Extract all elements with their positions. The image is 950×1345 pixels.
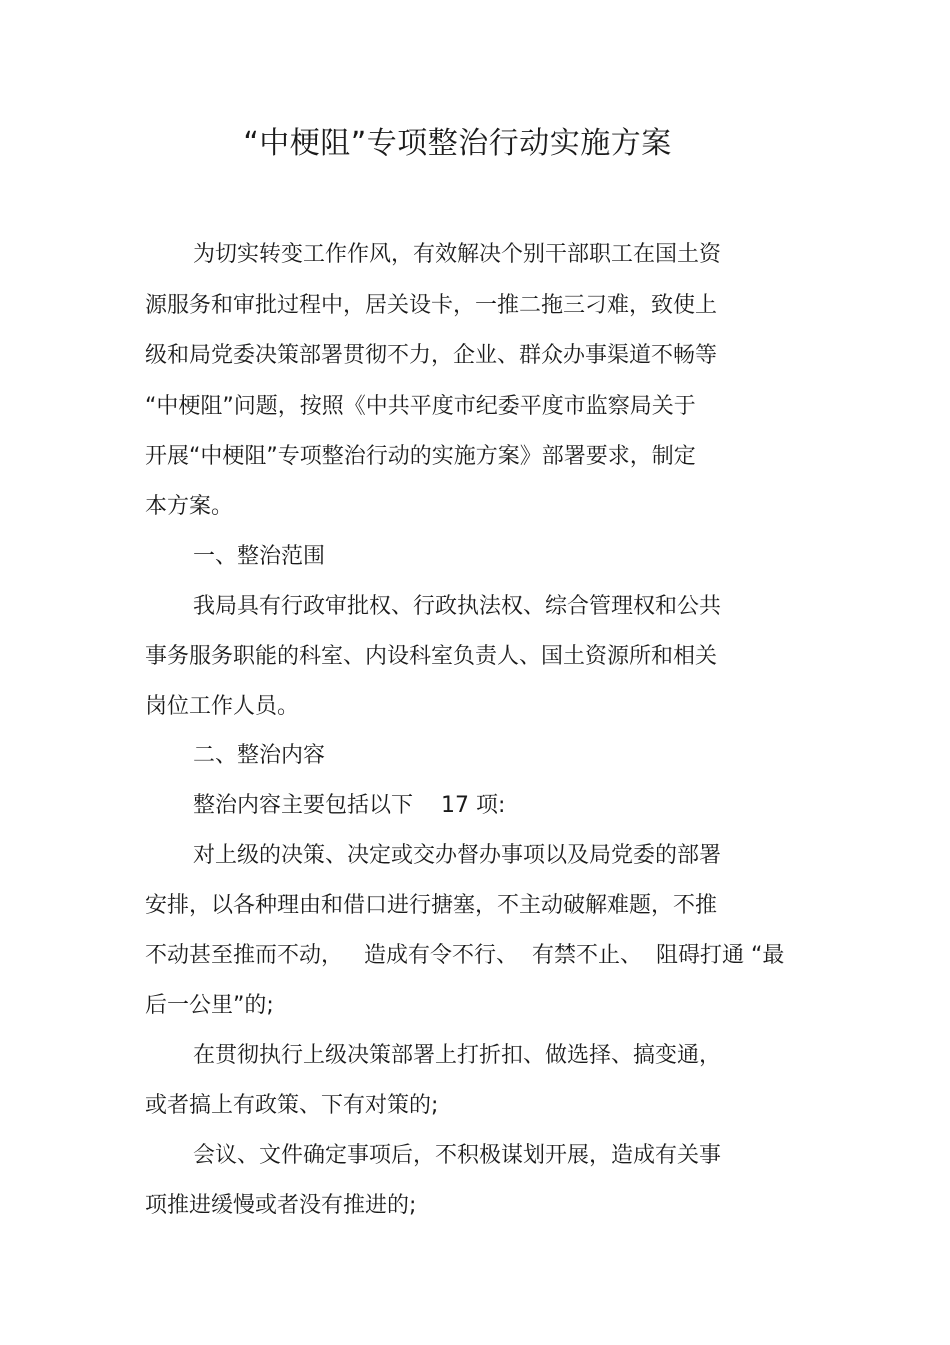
paragraph-line: 事务服务职能的科室、内设科室负责人、国土资源所和相关 [145,644,718,669]
paragraph-line: 对上级的决策、决定或交办督办事项以及局党委的部署 [193,843,722,868]
section-heading: 一、整治范围 [193,544,326,569]
paragraph-line: 项推进缓慢或者没有推进的; [145,1193,417,1218]
section-heading: 二、整治内容 [193,743,326,768]
paragraph-line: 不动甚至推而不动， 造成有令不行、 有禁不止、 阻碍打通 “最 [145,943,785,968]
paragraph-line: 在贯彻执行上级决策部署上打折扣、做选择、搞变通， [193,1043,722,1068]
document-title: “中梗阻”专项整治行动实施方案 [243,126,672,161]
paragraph-line: 安排，以各种理由和借口进行搪塞，不主动破解难题，不推 [145,893,718,918]
paragraph-line: 岗位工作人员。 [145,694,300,719]
paragraph-line: 开展“中梗阻”专项整治行动的实施方案》部署要求，制定 [145,444,696,469]
paragraph-line: 源服务和审批过程中，居关设卡，一推二拖三刁难，致使上 [145,293,718,318]
paragraph-line: 级和局党委决策部署贯彻不力，企业、群众办事渠道不畅等 [145,343,718,368]
paragraph-line: 整治内容主要包括以下 17 项: [193,793,506,818]
paragraph-line: “中梗阻”问题，按照《中共平度市纪委平度市监察局关于 [145,394,696,419]
paragraph-line: 会议、文件确定事项后，不积极谋划开展，造成有关事 [193,1143,722,1168]
paragraph-line: 我局具有行政审批权、行政执法权、综合管理权和公共 [193,594,722,619]
paragraph-line: 为切实转变工作作风，有效解决个别干部职工在国土资 [193,242,722,267]
paragraph-line: 或者搞上有政策、下有对策的; [145,1093,439,1118]
paragraph-line: 后一公里”的; [145,993,274,1018]
paragraph-line: 本方案。 [145,494,234,519]
